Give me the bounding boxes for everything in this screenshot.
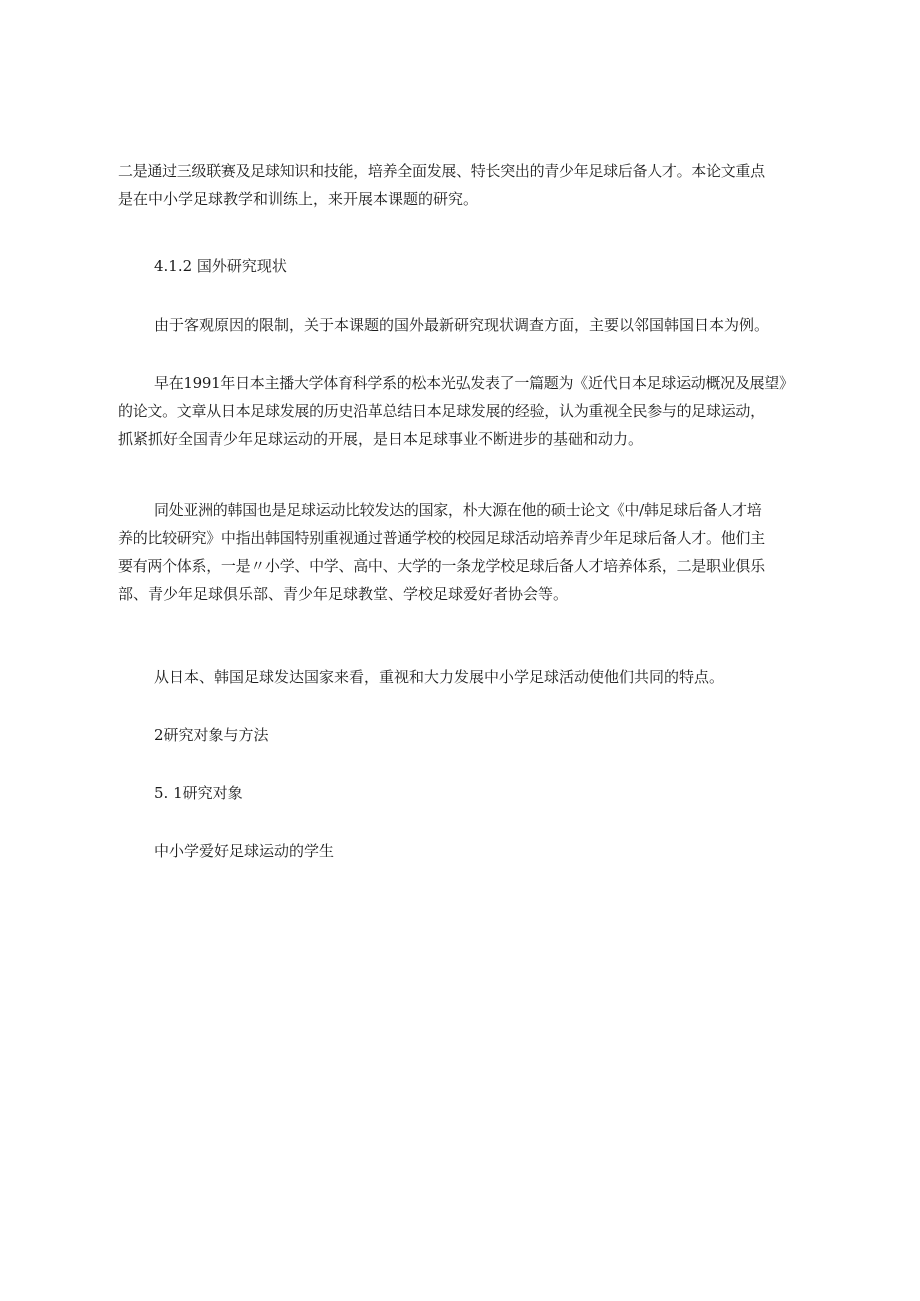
text-line: 要有两个体系，一是〃小学、中学、高中、大学的一条龙学校足球后备人才培养体系，二是职业俱乐 [118,557,765,575]
text-line: 是在中小学足球教学和训练上，来开展本课题的研究。 [118,190,479,208]
paragraph-korea-research [118,496,808,608]
paragraph-foreign-research-intro: 由于客观原因的限制，关于本课题的国外最新研究现状调查方面，主要以邻国韩国日本为例。 [154,316,770,334]
text-line: 抓紧抓好全国青少年足球运动的开展，是日本足球事业不断进步的基础和动力。 [118,430,644,448]
text-line: 早在1991年日本主播大学体育科学系的松本光弘发表了一篇题为《近代日本足球运动概况及展望》 [154,374,794,392]
section-heading-4-1-2: 4.1.2 国外研究现状 [154,257,287,275]
text-line: 养的比较研究》中指出韩国特别重视通过普通学校的校园足球活动培养青少年足球后备人才。他们主 [118,529,765,547]
text-line: 的论文。文章从日本足球发展的历史沿革总结日本足球发展的经验，认为重视全民参与的足球运动， [118,402,765,420]
paragraph-talent-training [118,157,808,213]
text-line: 同处亚洲的韩国也是足球运动比较发达的国家，朴大源在他的硕士论文《中/韩足球后备人才培 [154,501,762,519]
text-line: 二是通过三级联赛及足球知识和技能，培养全面发展、特长突出的青少年足球后备人才。本论文重点 [118,162,765,180]
section-heading-2: 2研究对象与方法 [154,726,269,744]
paragraph-japan-research [118,369,808,453]
section-heading-5-1: 5. 1研究对象 [154,784,243,802]
paragraph-research-subject: 中小学爱好足球运动的学生 [154,842,335,860]
paragraph-common-feature: 从日本、韩国足球发达国家来看，重视和大力发展中小学足球活动使他们共同的特点。 [154,668,725,686]
text-line: 部、青少年足球俱乐部、青少年足球教堂、学校足球爱好者协会等。 [118,585,569,603]
